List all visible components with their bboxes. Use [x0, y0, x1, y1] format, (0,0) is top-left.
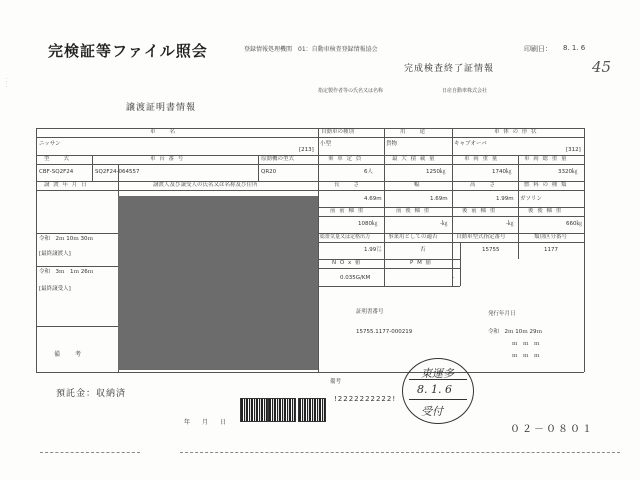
header-engine-model: 原動機の型式 — [261, 156, 295, 162]
body-shape: キャブオーバ — [454, 141, 487, 147]
qr-code-1 — [240, 398, 268, 422]
maker-value: 日産自動車株式会社 — [442, 88, 488, 94]
issue-date-row-2: ｍ ｍ ｍ — [512, 341, 540, 347]
header-max-load: 最 大 積 載 量 — [392, 156, 436, 162]
header-displacement: 総排気量又は定格出力 — [320, 234, 371, 240]
vehicle-class: 小型 — [320, 141, 332, 147]
qr-code-3 — [298, 398, 326, 422]
gross-weight: 3320㎏ — [558, 169, 578, 175]
business-use: 否 — [420, 247, 426, 253]
type-number: 15755 — [482, 247, 500, 253]
handwritten-number: 45 — [592, 58, 612, 76]
note-label: 備考 — [330, 379, 342, 385]
date-row: 年 月 日 — [184, 419, 227, 426]
issue-date-row-3: ｍ ｍ ｍ — [512, 353, 540, 359]
certificate-number: 15755.1177-000219 — [356, 329, 413, 335]
nox-value: 0.035G/KM — [340, 275, 371, 281]
stamp-received: 受付 — [421, 405, 443, 418]
print-date-label: 印刷日： — [524, 45, 552, 53]
vehicle-name-code: [213] — [299, 147, 314, 153]
header-height: 高 さ — [470, 182, 497, 188]
header-transfer-date: 譲 渡 年 月 日 — [44, 182, 88, 188]
header-fuel-type: 燃 料 の 種 類 — [524, 182, 568, 188]
deposit-status: 預託金：収納済 — [56, 389, 127, 399]
last-transferor-label: [最終譲渡人] — [39, 251, 71, 257]
note-value: !2222222222! — [334, 395, 397, 403]
capacity: 6人 — [364, 169, 373, 175]
header-vehicle-name: 車 名 — [150, 129, 177, 135]
qr-code-2 — [268, 398, 296, 422]
header-rear-rear-axle: 後 後 軸 重 — [528, 208, 563, 214]
fuel-type: ガソリン — [520, 196, 543, 202]
front-rear-axle: -㎏ — [440, 221, 448, 227]
header-category-number: 類別区分番号 — [534, 234, 568, 240]
category-number: 1177 — [544, 247, 558, 253]
body-shape-code: [312] — [566, 147, 581, 153]
header-body-shape: 車 体 の 形 状 — [494, 129, 538, 135]
remarks-label: 備 考 — [54, 351, 83, 358]
completion-certificate-subtitle: 完成検査終了証情報 — [404, 64, 495, 74]
header-vehicle-class: 自動車の種別 — [321, 129, 355, 135]
transfer-date-1: 令和 2ｍ 10ｍ 30ｍ — [39, 236, 93, 242]
vehicle-weight: 1740㎏ — [492, 169, 512, 175]
certificate-number-label: 証明書番号 — [356, 309, 384, 315]
header-rear-front-axle: 後 前 軸 重 — [462, 208, 497, 214]
displacement: 1.99㍑ — [364, 247, 382, 253]
issue-date: 令和 2ｍ 10ｍ 29ｍ — [488, 329, 542, 335]
header-use: 用 途 — [400, 129, 427, 135]
model: CBF-SQ2F24 — [39, 169, 74, 175]
length: 4.69m — [364, 196, 382, 202]
scan-margin-mark: · · · · — [3, 78, 9, 87]
header-capacity: 乗 車 定 員 — [328, 156, 363, 162]
front-front-axle: 1080㎏ — [358, 221, 378, 227]
redacted-parties — [118, 196, 318, 370]
header-pm: P M 値 — [410, 260, 433, 266]
header-front-rear-axle: 前 後 軸 重 — [396, 208, 431, 214]
height: 1.99m — [496, 196, 514, 202]
document-number: ０２－０８０１ — [510, 424, 594, 435]
issue-date-label: 発行年月日 — [488, 311, 516, 317]
header-parties: 譲渡人及び譲受人の氏名又は名称及び住所 — [153, 182, 258, 188]
header-chassis-number: 車 台 番 号 — [150, 156, 185, 162]
header-front-front-axle: 前 前 軸 重 — [330, 208, 365, 214]
print-date-value: 8. 1. 6 — [563, 44, 586, 52]
stamp-date: 8. 1. 6 — [417, 383, 452, 396]
header-type-number: 自動車型式指定番号 — [456, 234, 506, 240]
max-load: 1250㎏ — [426, 169, 446, 175]
header-vehicle-weight: 車 両 重 量 — [464, 156, 499, 162]
header-gross-weight: 車 両 総 重 量 — [524, 156, 568, 162]
rear-front-axle: -㎏ — [506, 221, 514, 227]
last-transferee-label: [最終譲受人] — [39, 286, 71, 292]
chassis-number: SQ2F24-064557 — [95, 169, 140, 175]
reception-stamp — [402, 358, 474, 424]
section-title: 譲渡証明書情報 — [126, 103, 197, 113]
header-nox: N O x 値 — [332, 260, 362, 266]
rear-rear-axle: 660㎏ — [566, 221, 582, 227]
header-width: 幅 — [414, 182, 421, 188]
pm-value: - — [452, 275, 454, 281]
engine-model: QR20 — [261, 169, 277, 175]
registry-org: 登録情報処理機関 01：自動車検査登録情報協会 — [244, 46, 378, 53]
header-business-use: 事業用としての適否 — [388, 234, 438, 240]
vehicle-name: ニッサン — [39, 141, 61, 147]
header-length: 長 さ — [334, 182, 361, 188]
vehicle-use: 貨物 — [386, 141, 398, 147]
stamp-office: 東運多 — [421, 367, 454, 380]
document-title: 完検証等ファイル照会 — [48, 42, 208, 60]
maker-label: 指定製作者等の氏名又は名称 — [318, 88, 384, 94]
transfer-date-2: 令和 3ｍ 1ｍ 26ｍ — [39, 269, 94, 275]
width: 1.69m — [430, 196, 448, 202]
header-model: 型 式 — [44, 156, 71, 162]
